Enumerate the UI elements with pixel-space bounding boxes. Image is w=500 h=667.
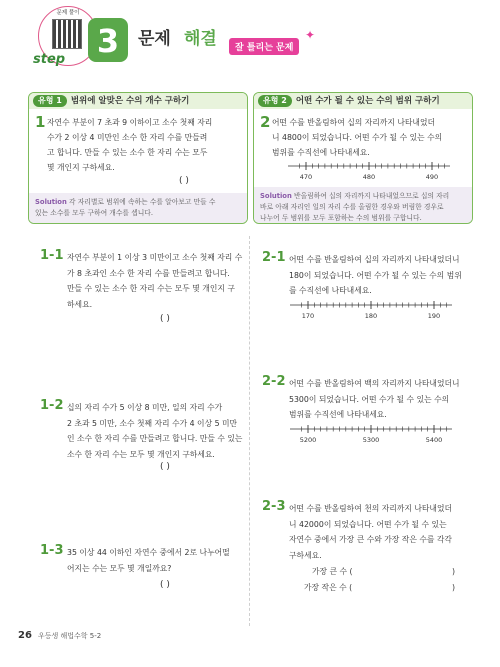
number-line-label: 5300: [362, 436, 380, 444]
sparkle-icon: ✦: [305, 28, 316, 42]
question-text: 어떤 수를 반올림하여 백의 자리까지 나타내었더니 5300이 되었습니다. 어떤 수가 될 수 있는 수의 범위를 수직선에 나타내세요.: [289, 379, 460, 419]
page-title-part1: 문제: [138, 29, 171, 49]
number-line-label: 480: [362, 173, 376, 181]
type1-badge: 유형 1: [33, 95, 67, 107]
question-number: 1-2: [40, 398, 64, 413]
page-title-part2: 해결: [184, 29, 217, 49]
question-number: 1-3: [40, 543, 64, 558]
qr-code-icon[interactable]: [52, 19, 82, 49]
answer-blank[interactable]: ( ): [179, 176, 189, 186]
problem-text: 어떤 수를 반올림하여 십의 자리까지 나타내었더 니 4800이 되었습니다. 어떤 수가 될 수 있는 수의 범위를 수직선에 나타내세요.: [272, 118, 443, 157]
smallest-answer-label: 가장 작은 수 (: [304, 583, 353, 592]
number-line[interactable]: [286, 298, 456, 320]
solution-box: Solution 반올림하여 십의 자리까지 나타내었으므로 십의 자리 바로 아래 자리인 일의 자리 수를 올림한 경우와 버림한 경우로 나누어 두 범위를 모두 포함하는 수의 범위를 구합니다.: [254, 187, 472, 224]
question-text: 십의 자리 수가 5 이상 8 미만, 일의 자리 수가 2 초과 5 미만, 소수 첫째 자리 수가 4 이상 5 미만 인 소수 한 자리 수를 만들려고 합니다. 만들 수 있는 소수 한 자리 수는 모두 몇 개인지 구하세요.: [67, 403, 243, 459]
number-line-label: 5200: [299, 436, 317, 444]
step-number: 3: [96, 22, 120, 60]
number-line-label: 180: [364, 312, 378, 320]
section-tag: 잘 틀리는 문제: [229, 38, 299, 55]
type2-panel: [253, 92, 473, 224]
answer-blank[interactable]: ( ): [160, 314, 170, 324]
book-title: 우등생 해법수학 5-2: [38, 632, 102, 640]
question-text: 어떤 수를 반올림하여 십의 자리까지 나타내었더니 180이 되었습니다. 어떤 수가 될 수 있는 수의 범위 를 수직선에 나타내세요.: [289, 255, 462, 295]
smallest-answer-blank[interactable]: [360, 582, 450, 594]
type1-title: 범위에 알맞은 수의 개수 구하기: [70, 96, 190, 106]
problem-number: 1: [35, 113, 46, 131]
number-line-label: 170: [301, 312, 315, 320]
number-line-label: 190: [427, 312, 441, 320]
step-label: step: [33, 52, 66, 67]
largest-answer-blank[interactable]: [360, 566, 450, 578]
type2-title: 어떤 수가 될 수 있는 수의 범위 구하기: [295, 96, 440, 106]
number-line[interactable]: [284, 159, 454, 181]
solution-box: Solution 각 자리별로 범위에 속하는 수를 알아보고 만들 수 있는 소수를 모두 구하여 개수를 셉니다.: [29, 193, 247, 223]
question-number: 2-2: [262, 374, 286, 389]
number-line-label: 470: [299, 173, 313, 181]
answer-blank[interactable]: ( ): [160, 580, 170, 590]
question-text: 35 이상 44 이하인 자연수 중에서 2로 나누어떨 어지는 수는 모두 몇 개일까요?: [67, 548, 230, 573]
step-number-badge: [88, 18, 128, 62]
question-number: 1-1: [40, 248, 64, 263]
question-number: 2-1: [262, 250, 286, 265]
qr-label: 문제 풀이: [56, 10, 80, 16]
number-line[interactable]: [286, 422, 456, 444]
question-number: 2-3: [262, 499, 286, 514]
number-line-label: 5400: [425, 436, 443, 444]
type2-header: [254, 93, 472, 109]
largest-answer-label: 가장 큰 수 (: [312, 567, 353, 576]
type1-panel: [28, 92, 248, 224]
problem-number: 2: [260, 113, 271, 131]
question-text: 어떤 수를 반올림하여 천의 자리까지 나타내었더 니 42000이 되었습니다. 어떤 수가 될 수 있는 자연수 중에서 가장 큰 수와 가장 작은 수를 각각 구하세요.: [289, 504, 453, 560]
problem-text: 자연수 부분이 7 초과 9 이하이고 소수 첫째 자리 수가 2 이상 4 미만인 소수 한 자리 수를 만들려 고 합니다. 만들 수 있는 소수 한 자리 수는 모두 몇 개인지 구하세요.: [47, 118, 213, 172]
column-divider: [249, 236, 251, 626]
largest-answer-close: ): [452, 567, 456, 576]
type2-badge: 유형 2: [258, 95, 292, 107]
type1-header: [29, 93, 247, 109]
page-number: 26: [18, 630, 32, 641]
number-line-label: 490: [425, 173, 439, 181]
smallest-answer-close: ): [452, 583, 456, 592]
answer-blank[interactable]: ( ): [160, 462, 170, 472]
question-text: 자연수 부분이 1 이상 3 미만이고 소수 첫째 자리 수 가 8 초과인 소수 한 자리 수를 만들려고 합니다. 만들 수 있는 소수 한 자리 수는 모두 몇 개인지 구 하세요.: [67, 253, 243, 309]
